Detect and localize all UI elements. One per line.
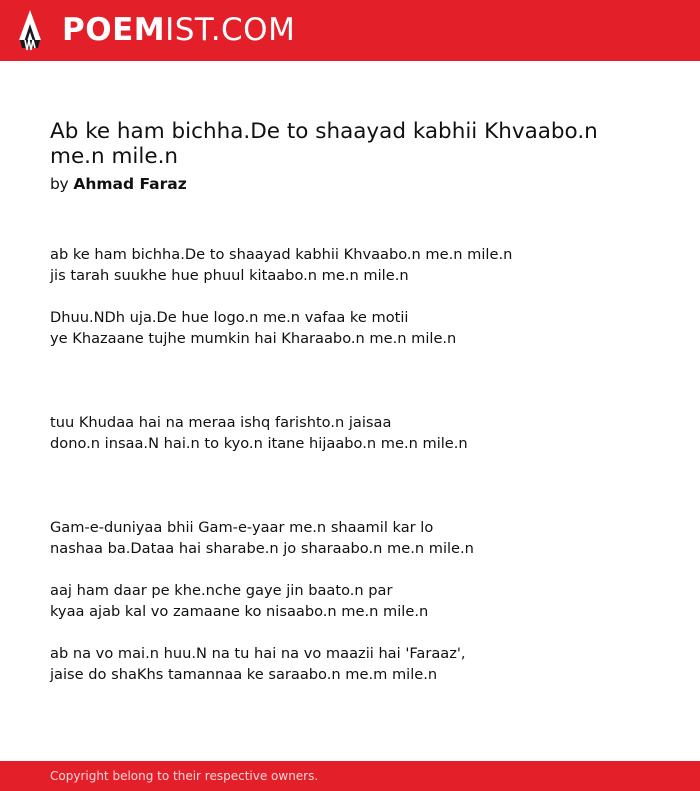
poem-line: aaj ham daar pe khe.nche gaye jin baato.n par <box>50 582 393 599</box>
stanza <box>50 412 468 454</box>
author-name: Ahmad Faraz <box>73 175 187 193</box>
poem-line: ab na vo mai.n huu.N na tu hai na vo maazii hai 'Faraaz', <box>50 645 466 662</box>
poem-line: Dhuu.NDh uja.De hue logo.n me.n vafaa ke motii <box>50 309 409 326</box>
pencil-tip-icon <box>19 10 41 51</box>
poem-line: kyaa ajab kal vo zamaane ko nisaabo.n me.n mile.n <box>50 603 429 620</box>
poem-line: ab ke ham bichha.De to shaayad kabhii Khvaabo.n me.n mile.n <box>50 246 513 263</box>
stanza <box>50 580 428 622</box>
site-logo-link[interactable] <box>62 12 295 48</box>
poem-title: Ab ke ham bichha.De to shaayad kabhii Khvaabo.n me.n mile.n <box>50 119 598 169</box>
site-header <box>0 0 700 61</box>
stanza <box>50 244 512 286</box>
poem-line: tuu Khudaa hai na meraa ishq farishto.n jaisaa <box>50 414 392 431</box>
logo-light-text: IST.COM <box>165 12 296 48</box>
site-footer <box>0 761 700 791</box>
by-label: by <box>50 175 69 193</box>
poem-line: jis tarah suukhe hue phuul kitaabo.n me.n mile.n <box>50 267 409 284</box>
stanza <box>50 307 456 349</box>
copyright-text: Copyright belong to their respective owners. <box>50 769 319 783</box>
poem-line: jaise do shaKhs tamannaa ke saraabo.n me.m mile.n <box>50 666 438 683</box>
poem-line: ye Khazaane tujhe mumkin hai Kharaabo.n me.n mile.n <box>50 330 457 347</box>
stanza <box>50 517 474 559</box>
poem-line: nashaa ba.Dataa hai sharabe.n jo sharaabo.n me.n mile.n <box>50 540 474 557</box>
byline <box>50 174 187 194</box>
stanza <box>50 643 466 685</box>
poem-line: dono.n insaa.N hai.n to kyo.n itane hijaabo.n me.n mile.n <box>50 435 468 452</box>
poem-line: Gam-e-duniyaa bhii Gam-e-yaar me.n shaamil kar lo <box>50 519 434 536</box>
logo-bold-text: POEM <box>62 12 166 48</box>
